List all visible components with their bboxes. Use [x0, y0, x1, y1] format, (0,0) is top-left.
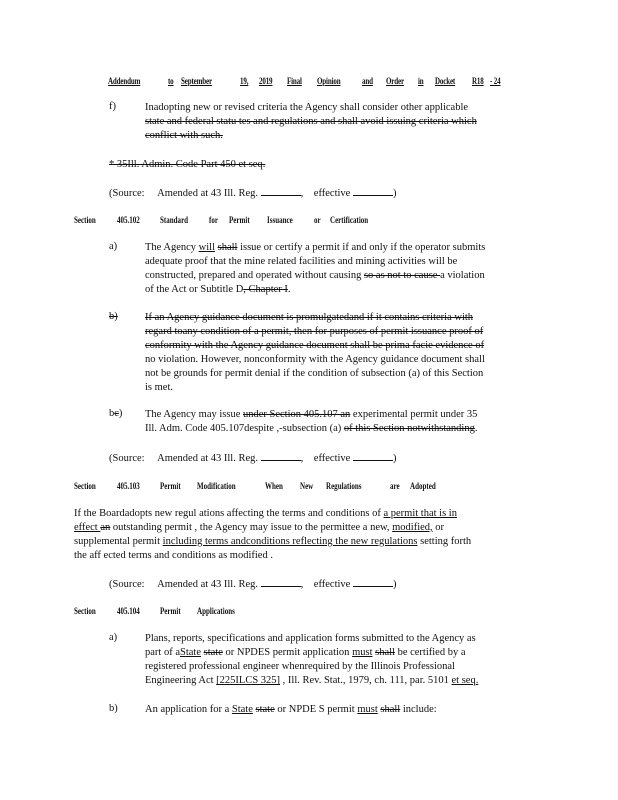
item-c-line: Ill. Adm. Code 405.107despite ,-subsection (a) of this Section notwithstanding. [145, 423, 478, 434]
header-word: Opinion [317, 76, 341, 86]
header-word: September [181, 76, 212, 86]
footnote-deleted: * 35Ill. Admin. Code Part 450 et seq. [109, 159, 266, 170]
source-effective: effective [313, 453, 351, 464]
item-b-line-deleted: If an Agency guidance document is promulgatedand if it contains criteria with [145, 312, 474, 323]
item-label: b) [109, 703, 118, 714]
source-amended: Amended at 43 Ill. Reg. [157, 188, 259, 199]
header-word: to [168, 76, 174, 86]
item-f-line-deleted: conflict with such. [145, 130, 223, 141]
para-103-line: If the Boardadopts new regul ations affecting the terms and conditions of a permit that is in [74, 508, 457, 519]
item-a-line: constructed, prepared and operated without causing so as not to cause a violation [145, 270, 485, 281]
item-a104-line: Engineering Act [225ILCS 325] , Ill. Rev. Stat., 1979, ch. 111, par. 5101 et seq. [145, 675, 479, 686]
header-word: and [362, 76, 373, 86]
section-word: Section [74, 215, 96, 225]
source-note [109, 450, 396, 466]
section-title-word: for [209, 215, 218, 225]
source-prefix: (Source: [109, 579, 145, 590]
section-title-word: Permit [160, 481, 181, 491]
source-blank [261, 450, 301, 461]
source-close: ) [392, 188, 397, 199]
item-b-line: is met. [145, 382, 173, 393]
source-prefix: (Source: [109, 453, 145, 464]
para-103-line: effect an outstanding permit , the Agency may issue to the permittee a new, modified, or [74, 522, 445, 533]
section-number: 405.102 [117, 215, 140, 225]
source-close: ) [392, 453, 397, 464]
section-number: 405.104 [117, 606, 140, 616]
item-a104-line: registered professional engineer whenrequired by the Illinois Professional [145, 661, 455, 672]
section-word: Section [74, 481, 96, 491]
para-103-line: supplemental permit including terms andconditions reflecting the new regulations setting forth [74, 536, 472, 547]
item-b-line: no violation. However, nonconformity with the Agency guidance document shall [145, 354, 485, 365]
section-title-word: Modification [197, 481, 236, 491]
section-title-word: Certification [330, 215, 369, 225]
source-comma: , [300, 188, 304, 199]
item-a-line: The Agency will shall issue or certify a permit if and only if the operator submits [145, 242, 486, 253]
section-number: 405.103 [117, 481, 140, 491]
header-word: in [418, 76, 424, 86]
section-title-word: Permit [229, 215, 250, 225]
item-b-line-deleted: conformity with the Agency guidance document shall be prima facie evidence of [145, 340, 485, 351]
item-a-line: of the Act or Subtitle D, Chapter I. [145, 284, 291, 295]
header-word: Docket [435, 76, 456, 86]
section-title-word: When [265, 481, 283, 491]
section-title-word: Regulations [326, 481, 362, 491]
item-label: a) [109, 241, 118, 252]
source-effective: effective [313, 188, 351, 199]
header-word: - 24 [490, 76, 501, 86]
header-word: 19, [240, 76, 249, 86]
source-amended: Amended at 43 Ill. Reg. [157, 453, 259, 464]
source-amended: Amended at 43 Ill. Reg. [157, 579, 259, 590]
section-title-word: Applications [197, 606, 235, 616]
item-a104-line: Plans, reports, specifications and application forms submitted to the Agency as [145, 633, 476, 644]
section-title-word: Standard [160, 215, 189, 225]
source-blank [353, 576, 393, 587]
section-title-word: or [314, 215, 321, 225]
item-f-line: Inadopting new or revised criteria the Agency shall consider other applicable [145, 102, 469, 113]
source-comma: , [300, 453, 304, 464]
header-word: 2019 [259, 76, 273, 86]
item-b104-line: An application for a State state or NPDE S permit must shall include: [145, 704, 437, 715]
header-word: Order [386, 76, 404, 86]
source-note [109, 185, 396, 201]
item-f-line-deleted: state and federal statu tes and regulations and shall avoid issuing criteria which [145, 116, 477, 127]
header-word: Addendum [108, 76, 141, 86]
section-title-word: Issuance [267, 215, 293, 225]
item-a104-line: part of aState state or NPDES permit application must shall be certified by a [145, 647, 466, 658]
item-c-line: The Agency may issue under Section 405.107 an experimental permit under 35 [145, 409, 478, 420]
item-label: bc) [109, 408, 123, 419]
source-blank [261, 576, 301, 587]
source-prefix: (Source: [109, 188, 145, 199]
source-close: ) [392, 579, 397, 590]
source-comma: , [300, 579, 304, 590]
item-b-line-deleted: regard toany condition of a permit, then for purposes of permit issuance proof of [145, 326, 484, 337]
item-label: f) [109, 101, 116, 112]
section-title-word: New [300, 481, 314, 491]
section-title-word: are [390, 481, 400, 491]
header-word: R18 [472, 76, 484, 86]
item-a-line: adequate proof that the mine related facilities and mining activities will be [145, 256, 458, 267]
header-word: Final [287, 76, 302, 86]
source-effective: effective [313, 579, 351, 590]
section-title-word: Permit [160, 606, 181, 616]
source-note [109, 576, 396, 592]
section-title-word: Adopted [410, 481, 436, 491]
para-103-line: the aff ected terms and conditions as modified . [74, 550, 273, 561]
source-blank [261, 185, 301, 196]
source-blank [353, 450, 393, 461]
item-b-line: not be grounds for permit denial if the condition of subsection (a) of this Section [145, 368, 484, 379]
item-label: a) [109, 632, 118, 643]
source-blank [353, 185, 393, 196]
section-word: Section [74, 606, 96, 616]
item-label-deleted: b) [109, 311, 118, 322]
